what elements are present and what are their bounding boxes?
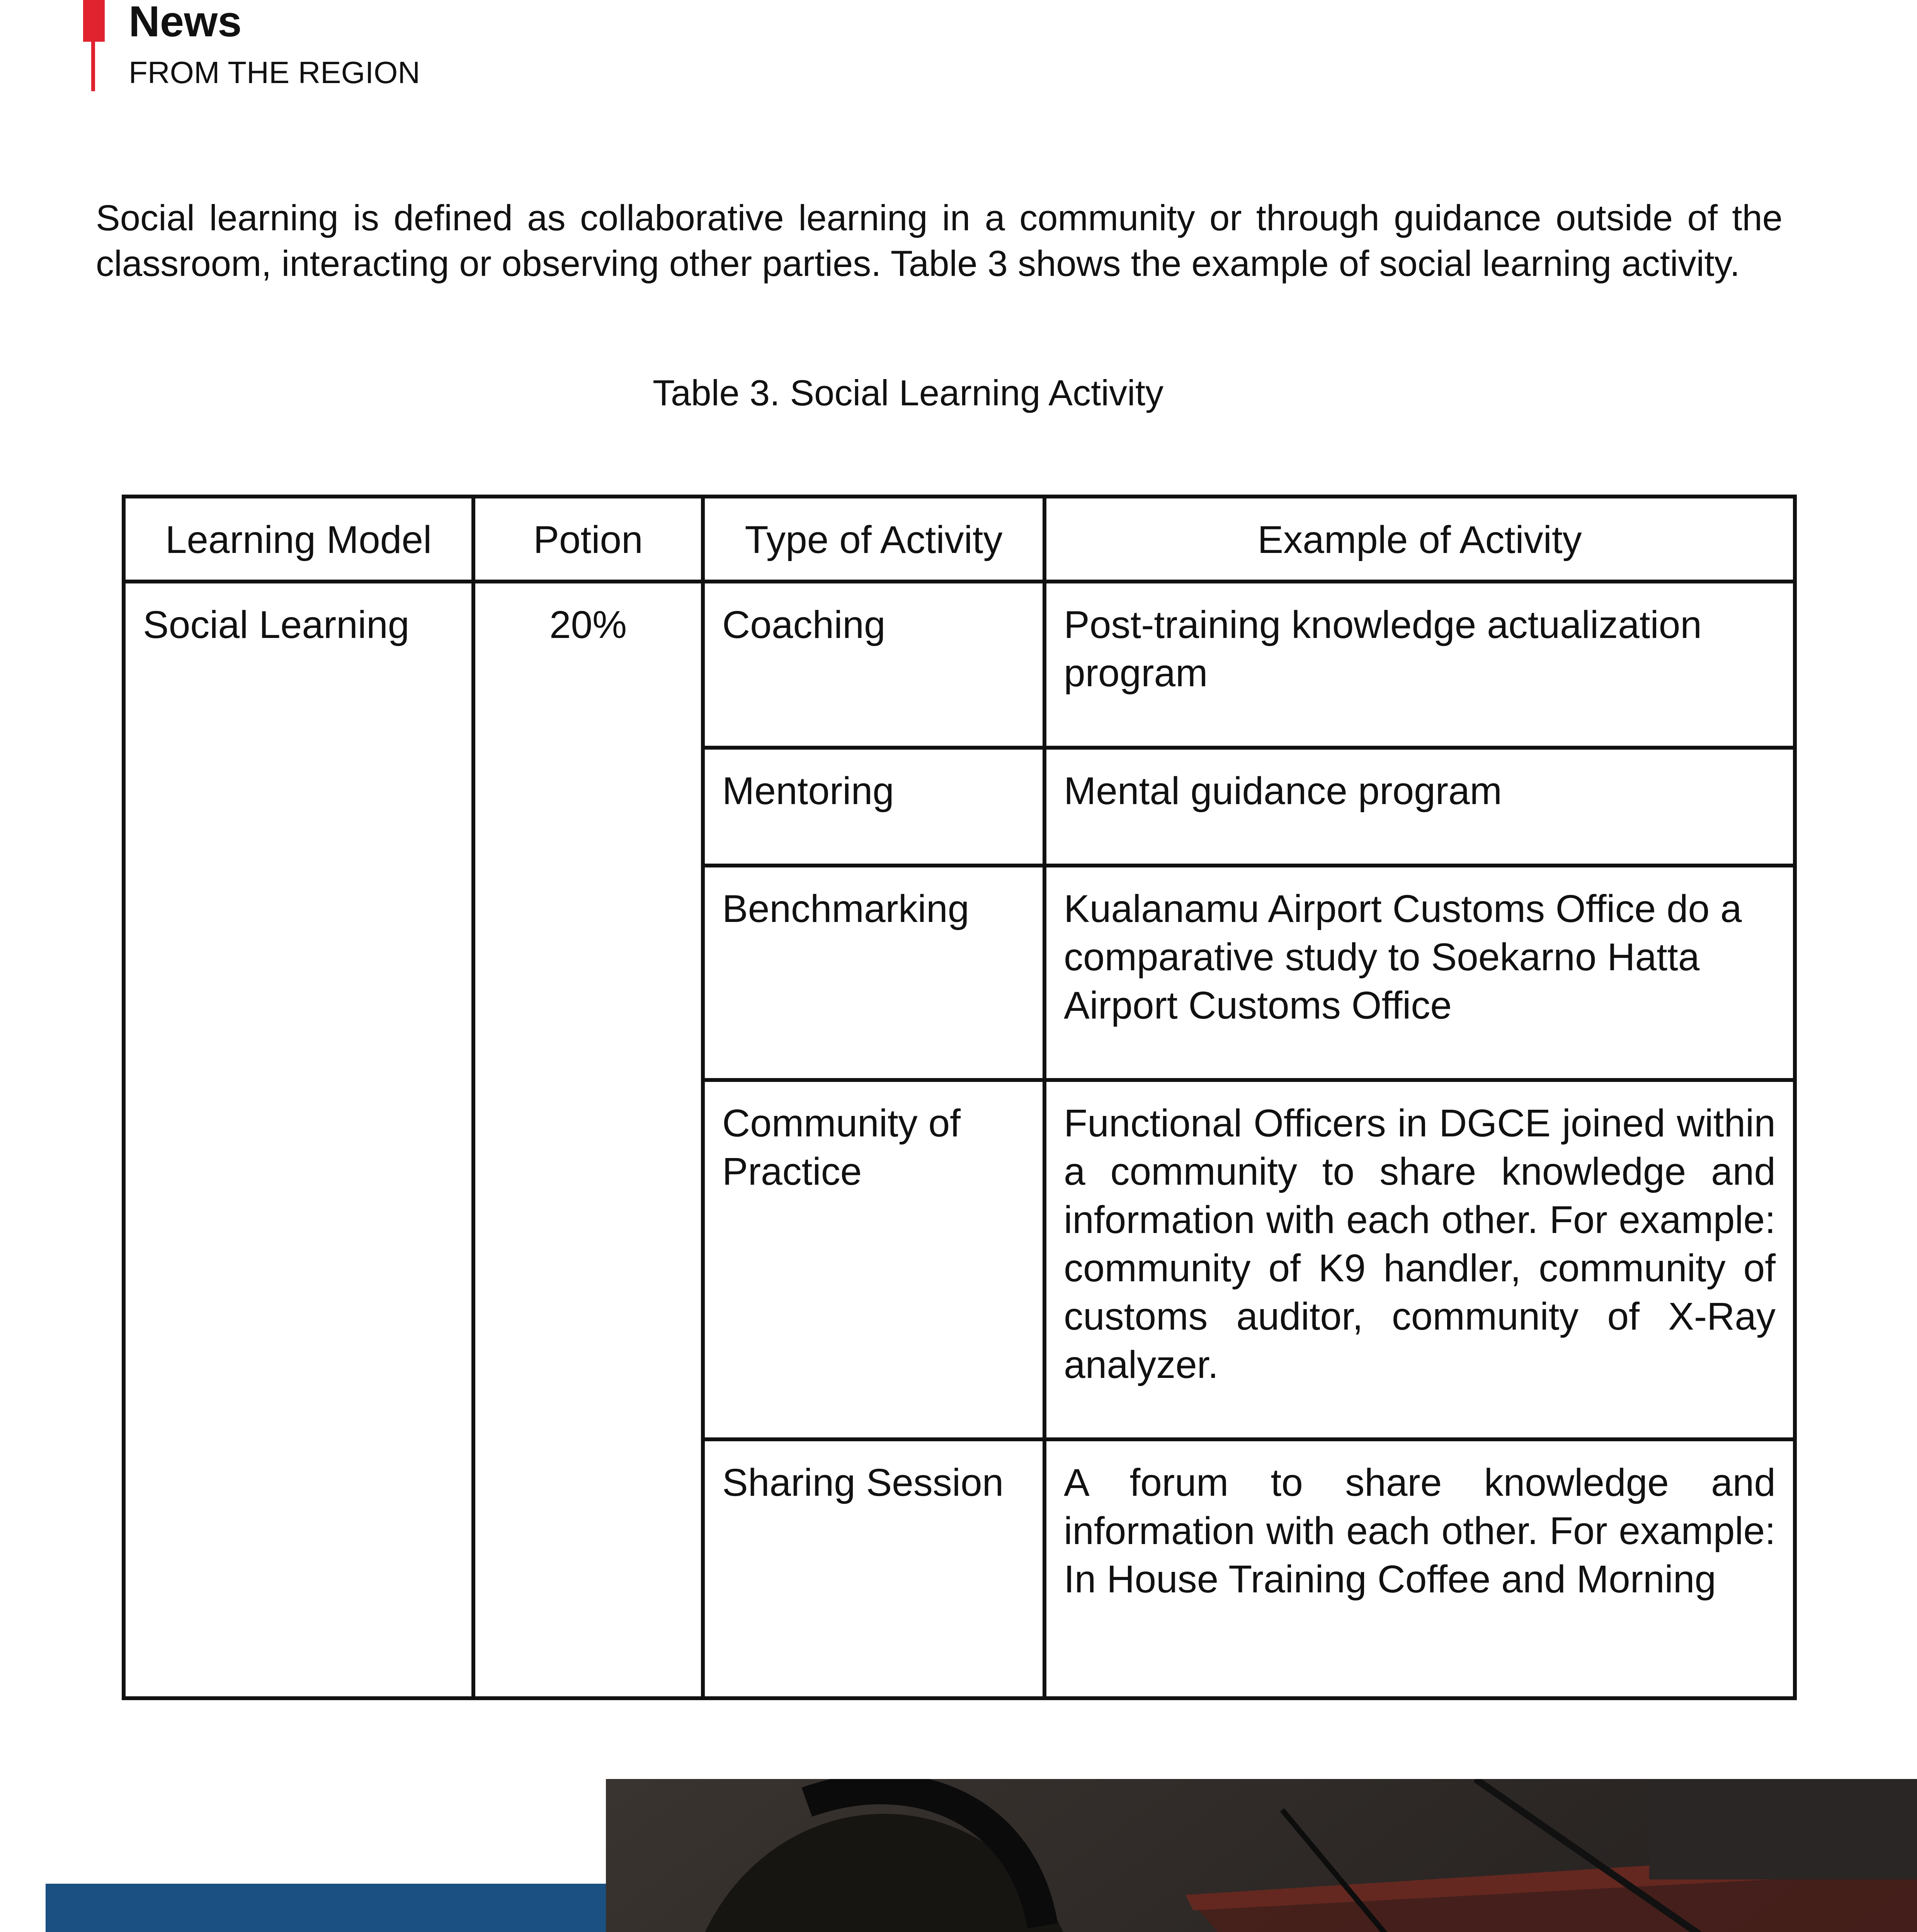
table-header-row [124, 497, 1795, 582]
header-potion: Potion [473, 497, 703, 582]
table-caption: Table 3. Social Learning Activity [653, 372, 1163, 413]
header-learning-model: Learning Model [124, 497, 473, 582]
table-row [124, 582, 1795, 748]
cell-activity-example: Kualanamu Airport Customs Office do a comparative study to Soekarno Hatta Airport Customs Office [1044, 866, 1795, 1080]
cell-activity-type: Coaching [703, 582, 1044, 748]
cell-activity-type: Benchmarking [703, 866, 1044, 1080]
cell-activity-type: Sharing Session [703, 1439, 1044, 1698]
decorative-dark-blue-block [46, 1884, 608, 1932]
photo-illustration [606, 1779, 1917, 1932]
cell-activity-example: Mental guidance program [1044, 748, 1795, 866]
intro-paragraph: Social learning is defined as collaborative learning in a community or through guidance outside of the classroom, interacting or observing other parties. Table 3 shows the example of social learning activity. [96, 197, 1783, 284]
header-type-of-activity: Type of Activity [703, 497, 1044, 582]
header-accent-line [91, 42, 95, 91]
cell-potion: 20% [473, 582, 703, 1698]
cell-learning-model: Social Learning [124, 582, 473, 1698]
cell-activity-example: A forum to share knowledge and information with each other. For example: In House Training Coffee and Morning [1044, 1439, 1795, 1698]
cell-activity-example: Functional Officers in DGCE joined within a community to share knowledge and information with each other. For example: community of K9 handler, community of customs auditor, community of X-Ray analyzer. [1044, 1080, 1795, 1439]
section-title: News [129, 0, 242, 46]
header-accent-bar [83, 0, 105, 42]
header-example-of-activity: Example of Activity [1044, 497, 1795, 582]
cell-activity-type: Mentoring [703, 748, 1044, 866]
section-subtitle: FROM THE REGION [129, 55, 420, 90]
photo-officer-with-laptop [606, 1779, 1917, 1932]
social-learning-table [122, 495, 1797, 1700]
cell-activity-type: Community of Practice [703, 1080, 1044, 1439]
cell-activity-example: Post-training knowledge actualization program [1044, 582, 1795, 748]
